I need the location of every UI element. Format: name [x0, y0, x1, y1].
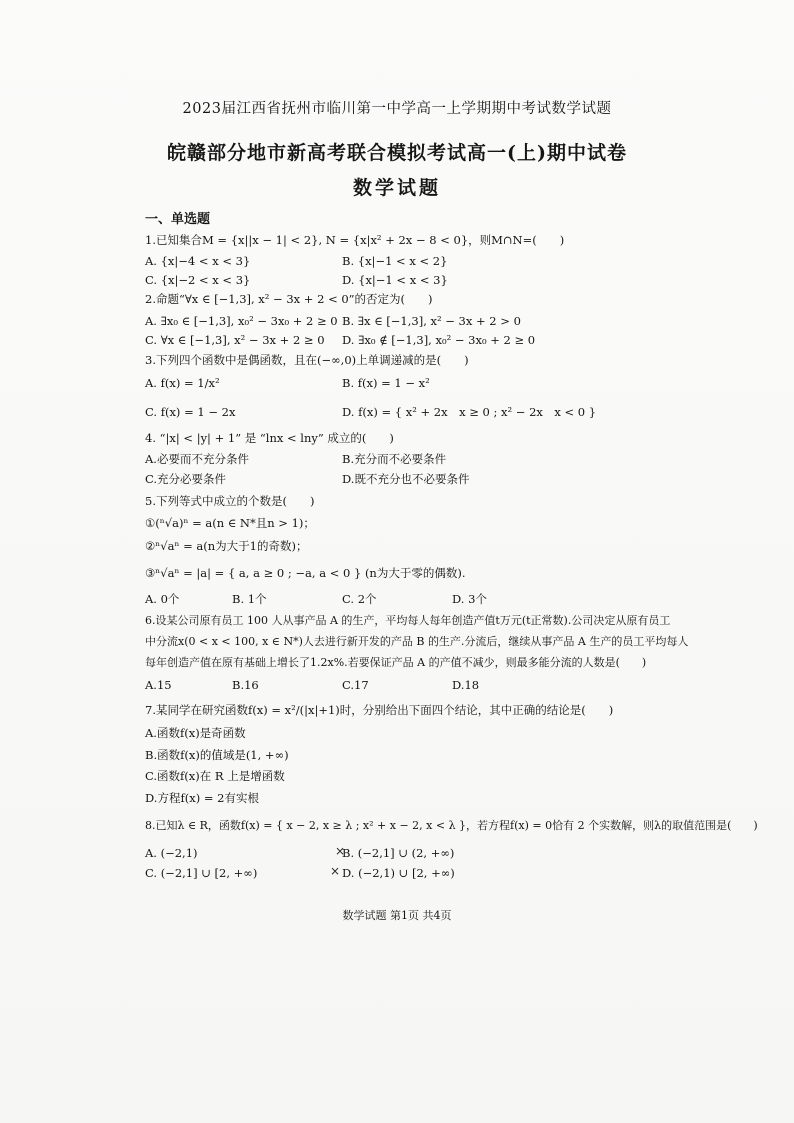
- question-8-stem: 8.已知λ ∈ R，函数f(x) = { x − 2, x ≥ λ ; x² + x − 2, x < λ }，若方程f(x) = 0恰有 2 个实数解，则λ的取值范围是( ): [145, 819, 758, 832]
- header-title: 2023届江西省抚州市临川第一中学高一上学期期中考试数学试题: [182, 101, 612, 117]
- question-5-option-b: B. 1个: [232, 592, 267, 606]
- question-5-option-a: A. 0个: [145, 592, 180, 606]
- handwritten-cross-mark: ×: [330, 864, 341, 878]
- question-6-option-a: A.15: [145, 678, 172, 692]
- question-1-option-c: C. {x|−2 < x < 3}: [145, 273, 251, 287]
- question-8-option-d: D. (−2,1) ∪ [2, +∞): [342, 866, 455, 880]
- question-4-option-b: B.充分而不必要条件: [342, 452, 447, 466]
- question-2-option-c: C. ∀x ∈ [−1,3], x² − 3x + 2 ≥ 0: [145, 333, 325, 347]
- question-5-item-2: ②ⁿ√aⁿ = a(n为大于1的奇数)；: [145, 539, 308, 553]
- question-3-option-c: C. f(x) = 1 − 2x: [145, 405, 236, 419]
- question-7-option-b: B.函数f(x)的值域是(1, +∞): [145, 748, 289, 762]
- section-title: 一、单选题: [145, 212, 211, 227]
- question-7-option-a: A.函数f(x)是奇函数: [145, 726, 246, 740]
- question-4-option-a: A.必要而不充分条件: [145, 452, 249, 466]
- question-5-stem: 5.下列等式中成立的个数是( ): [145, 494, 315, 508]
- question-4-stem: 4. “|x| < |y| + 1” 是 “lnx < lny” 成立的( ): [145, 431, 394, 445]
- question-6-option-b: B.16: [232, 678, 259, 692]
- sub-title: 数学试题: [352, 177, 441, 199]
- question-5-item-1: ①(ⁿ√a)ⁿ = a(n ∈ N*且n > 1)；: [145, 516, 315, 530]
- question-5-option-c: C. 2个: [342, 592, 377, 606]
- question-6-option-c: C.17: [342, 678, 369, 692]
- question-5-item-3: ③ⁿ√aⁿ = |a| = { a, a ≥ 0 ; −a, a < 0 } (n为大于零的偶数).: [145, 566, 466, 580]
- question-2-option-b: B. ∃x ∈ [−1,3], x² − 3x + 2 > 0: [342, 314, 521, 328]
- question-4-option-d: D.既不充分也不必要条件: [342, 472, 470, 486]
- question-7-option-d: D.方程f(x) = 2有实根: [145, 791, 259, 805]
- question-3-stem: 3.下列四个函数中是偶函数，且在(−∞,0)上单调递减的是( ): [145, 353, 469, 367]
- question-2-stem: 2.命题“∀x ∈ [−1,3], x² − 3x + 2 < 0”的否定为( ): [145, 292, 433, 306]
- question-1-stem: 1.已知集合M = {x||x − 1| < 2}, N = {x|x² + 2x − 8 < 0}，则M∩N=( ): [145, 233, 565, 247]
- question-6-line-2: 中分流x(0 < x < 100, x ∈ N*)人去进行新开发的产品 B 的生产.分流后，继续从事产品 A 生产的员工平均每人: [145, 635, 689, 648]
- question-3-option-d: D. f(x) = { x² + 2x x ≥ 0 ; x² − 2x x < 0 }: [342, 405, 597, 419]
- main-title: 皖赣部分地市新高考联合模拟考试高一(上)期中试卷: [167, 142, 627, 164]
- question-7-option-c: C.函数f(x)在 R 上是增函数: [145, 769, 285, 783]
- question-4-option-c: C.充分必要条件: [145, 472, 227, 486]
- question-6-option-d: D.18: [452, 678, 480, 692]
- question-1-option-d: D. {x|−1 < x < 3}: [342, 273, 448, 287]
- question-7-stem: 7.某同学在研究函数f(x) = x²/(|x|+1)时，分别给出下面四个结论，其中正确的结论是( ): [145, 703, 614, 717]
- question-3-option-a: A. f(x) = 1/x²: [145, 376, 220, 390]
- question-2-option-a: A. ∃x₀ ∈ [−1,3], x₀² − 3x₀ + 2 ≥ 0: [145, 314, 338, 328]
- question-8-option-b: B. (−2,1] ∪ (2, +∞): [342, 846, 455, 860]
- question-1-option-a: A. {x|−4 < x < 3}: [145, 254, 251, 268]
- question-2-option-d: D. ∃x₀ ∉ [−1,3], x₀² − 3x₀ + 2 ≥ 0: [342, 333, 536, 347]
- question-6-line-3: 每年创造产值在原有基础上增长了1.2x%.若要保证产品 A 的产值不减少，则最多能分流的人数是( ): [145, 656, 647, 669]
- question-8-option-a: A. (−2,1): [145, 846, 198, 860]
- page-footer: 数学试题 第1页 共4页: [342, 909, 452, 922]
- question-1-option-b: B. {x|−1 < x < 2}: [342, 254, 448, 268]
- question-5-option-d: D. 3个: [452, 592, 487, 606]
- question-6-line-1: 6.设某公司原有员工 100 人从事产品 A 的生产，平均每人每年创造产值t万元(t正常数).公司决定从原有员工: [145, 614, 671, 627]
- question-8-option-c: C. (−2,1] ∪ [2, +∞): [145, 866, 258, 880]
- question-3-option-b: B. f(x) = 1 − x²: [342, 376, 430, 390]
- handwritten-cross-mark: ×: [335, 844, 346, 858]
